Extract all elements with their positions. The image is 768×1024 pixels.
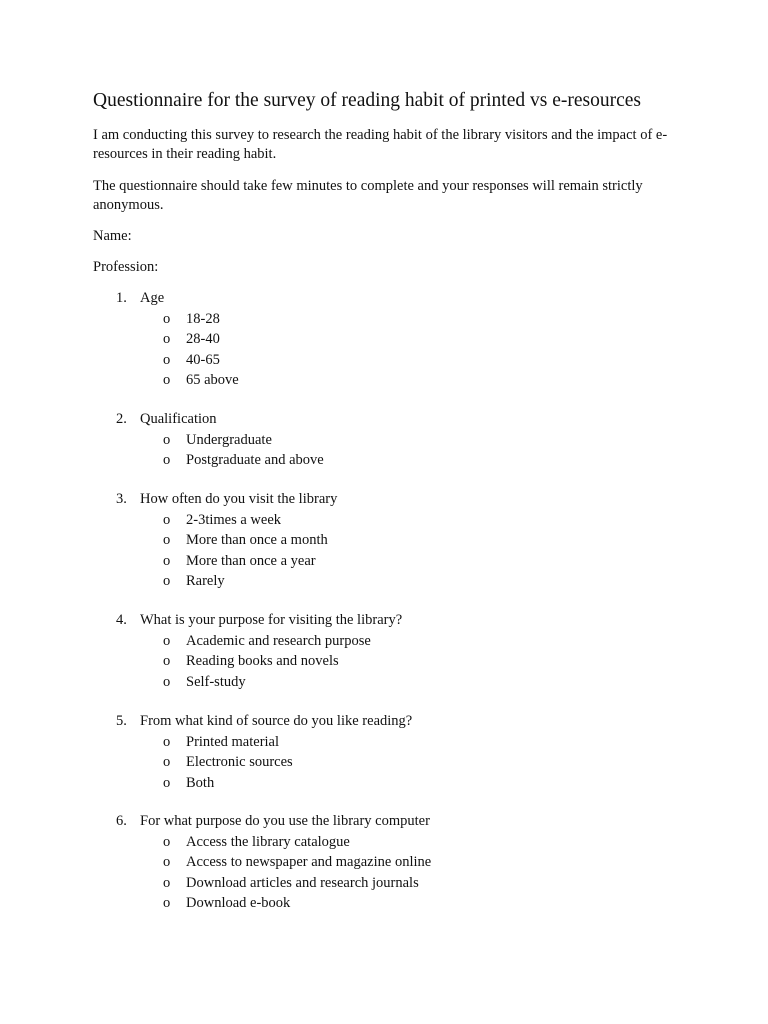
bullet-icon: o <box>163 774 171 791</box>
option-item <box>0 329 768 350</box>
option-label: 2-3times a week <box>186 511 282 528</box>
option-item <box>0 510 768 531</box>
bullet-icon: o <box>163 351 171 368</box>
option-label: 40-65 <box>186 351 220 368</box>
bullet-icon: o <box>163 331 171 348</box>
name-label: Name: <box>93 228 132 244</box>
bullet-icon: o <box>163 733 171 750</box>
question-text: From what kind of source do you like reading? <box>140 713 413 729</box>
option-label: Printed material <box>186 733 280 750</box>
option-label: Access the library catalogue <box>186 833 350 850</box>
option-label: Both <box>186 774 215 791</box>
option-list <box>0 309 768 391</box>
profession-label: Profession: <box>93 259 159 275</box>
option-label: Rarely <box>186 573 225 590</box>
bullet-icon: o <box>163 573 171 590</box>
option-label: 18-28 <box>186 310 220 327</box>
question-number: 3. <box>116 491 127 507</box>
option-list <box>0 832 768 914</box>
option-list <box>0 631 768 693</box>
option-item <box>0 773 768 794</box>
option-item <box>0 732 768 753</box>
question-text: How often do you visit the library <box>140 491 338 507</box>
option-item <box>0 350 768 371</box>
bullet-icon: o <box>163 653 171 670</box>
question-text: Qualification <box>140 411 217 427</box>
option-item <box>0 450 768 471</box>
option-item <box>0 651 768 672</box>
option-item <box>0 430 768 451</box>
question-number: 6. <box>116 813 127 829</box>
bullet-icon: o <box>163 431 171 448</box>
bullet-icon: o <box>163 372 171 389</box>
question-number: 1. <box>116 290 127 306</box>
option-list <box>0 430 768 471</box>
option-label: 65 above <box>186 372 239 389</box>
option-item <box>0 530 768 551</box>
option-label: Download e-book <box>186 895 291 912</box>
bullet-icon: o <box>163 673 171 690</box>
option-label: More than once a year <box>186 552 316 569</box>
bullet-icon: o <box>163 532 171 549</box>
page-title: Questionnaire for the survey of reading habit of printed vs e-resources <box>93 90 641 111</box>
option-item <box>0 672 768 693</box>
question-text: For what purpose do you use the library computer <box>140 813 430 829</box>
bullet-icon: o <box>163 310 171 327</box>
question-number: 5. <box>116 713 127 729</box>
option-label: Access to newspaper and magazine online <box>186 854 432 871</box>
option-item <box>0 631 768 652</box>
option-list <box>0 510 768 592</box>
bullet-icon: o <box>163 511 171 528</box>
bullet-icon: o <box>163 452 171 469</box>
option-label: Postgraduate and above <box>186 452 324 469</box>
option-label: Academic and research purpose <box>186 632 371 649</box>
option-label: Download articles and research journals <box>186 874 419 891</box>
question-number: 4. <box>116 612 127 628</box>
option-item <box>0 873 768 894</box>
bullet-icon: o <box>163 895 171 912</box>
question-number: 2. <box>116 411 127 427</box>
option-item <box>0 893 768 914</box>
option-label: 28-40 <box>186 331 220 348</box>
option-item <box>0 309 768 330</box>
bullet-icon: o <box>163 754 171 771</box>
bullet-icon: o <box>163 874 171 891</box>
option-item <box>0 370 768 391</box>
option-label: Self-study <box>186 673 246 690</box>
question-text: What is your purpose for visiting the library? <box>140 612 403 628</box>
note-paragraph: The questionnaire should take few minutes to complete and your responses will remain strictly anonymous. <box>93 178 643 213</box>
option-label: Electronic sources <box>186 754 293 771</box>
option-item <box>0 571 768 592</box>
option-item <box>0 832 768 853</box>
option-item <box>0 852 768 873</box>
bullet-icon: o <box>163 632 171 649</box>
option-label: More than once a month <box>186 532 328 549</box>
option-item <box>0 752 768 773</box>
option-label: Undergraduate <box>186 431 272 448</box>
bullet-icon: o <box>163 552 171 569</box>
option-label: Reading books and novels <box>186 653 339 670</box>
question-text: Age <box>140 290 165 306</box>
intro-paragraph: I am conducting this survey to research the reading habit of the library visitors and the impact of e-resources in their reading habit. <box>93 127 668 162</box>
bullet-icon: o <box>163 854 171 871</box>
option-item <box>0 551 768 572</box>
bullet-icon: o <box>163 833 171 850</box>
option-list <box>0 732 768 794</box>
